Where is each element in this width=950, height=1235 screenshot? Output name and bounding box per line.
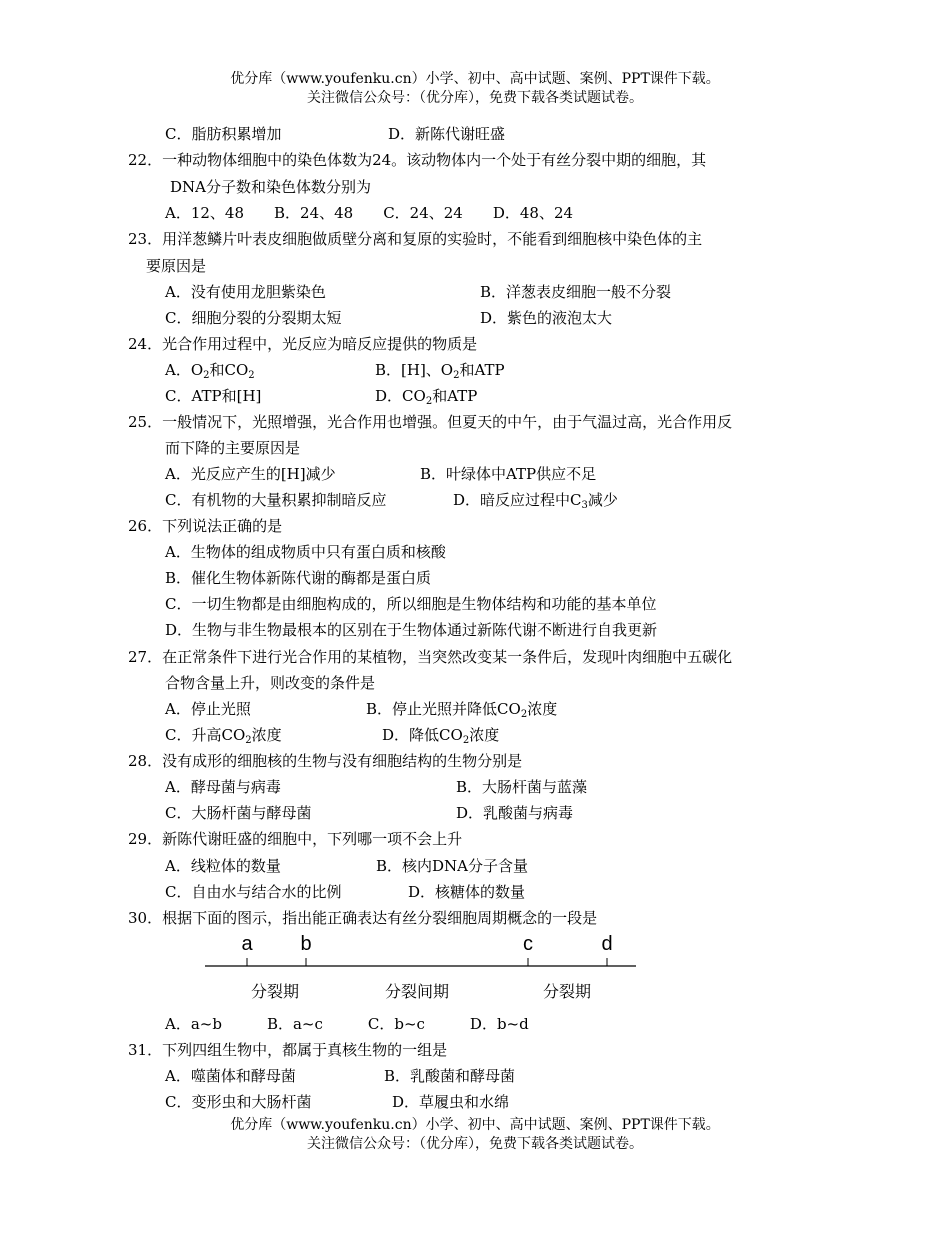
point-label-d: d xyxy=(601,933,613,955)
cell-cycle-diagram xyxy=(195,928,645,1008)
q27-option-a: A．停止光照 xyxy=(165,700,251,718)
q31-stem: 31．下列四组生物中，都属于真核生物的一组是 xyxy=(128,1041,448,1059)
point-label-c: c xyxy=(523,933,533,955)
q25-option-a: A．光反应产生的[H]减少 xyxy=(165,465,336,483)
q26-option-b: B．催化生物体新陈代谢的酶都是蛋白质 xyxy=(165,569,432,587)
q21-option-c: C．脂肪积累增加 xyxy=(165,125,282,143)
q31-option-c: C．变形虫和大肠杆菌 xyxy=(165,1093,312,1111)
q26-option-c: C．一切生物都是由细胞构成的，所以细胞是生物体结构和功能的基本单位 xyxy=(165,595,657,613)
q26-option-a: A．生物体的组成物质中只有蛋白质和核酸 xyxy=(165,543,446,561)
q26-option-d: D．生物与非生物最根本的区别在于生物体通过新陈代谢不断进行自我更新 xyxy=(165,621,658,639)
q28-option-b: B．大肠杆菌与蓝藻 xyxy=(456,778,588,796)
q29-option-c: C．自由水与结合水的比例 xyxy=(165,883,342,901)
q25-option-b: B．叶绿体中ATP供应不足 xyxy=(420,465,597,483)
q25-stem-line-1: 25．一般情况下，光照增强，光合作用也增强。但夏天的中午，由于气温过高，光合作用反 xyxy=(128,413,733,431)
q28-option-c: C．大肠杆菌与酵母菌 xyxy=(165,804,312,822)
q25-option-d: D．暗反应过程中$C_3$减少 xyxy=(453,491,618,511)
header-line-2: 关注微信公众号：（优分库），免费下载各类试题试卷。 xyxy=(307,90,643,106)
q24-option-a: A．$O_2$和$CO_2$ xyxy=(165,361,255,381)
q22-options: A．12、48 B．24、48 C．24、24 D．48、24 xyxy=(165,204,574,222)
segment-label-interphase: 分裂间期 xyxy=(384,982,450,1001)
q23-option-c: C．细胞分裂的分裂期太短 xyxy=(165,309,342,327)
q29-stem: 29．新陈代谢旺盛的细胞中，下列哪一项不会上升 xyxy=(128,830,463,848)
q28-option-a: A．酵母菌与病毒 xyxy=(165,778,281,796)
q21-option-d: D．新陈代谢旺盛 xyxy=(388,125,506,143)
footer-line-1: 优分库（www.youfenku.cn）小学、初中、高中试题、案例、PPT课件下载。 xyxy=(230,1117,720,1133)
q31-option-a: A．噬菌体和酵母菌 xyxy=(165,1067,296,1085)
q23-stem-line-1: 23．用洋葱鳞片叶表皮细胞做质壁分离和复原的实验时，不能看到细胞核中染色体的主 xyxy=(128,230,703,248)
q27-option-c: C．升高$CO_2$浓度 xyxy=(165,726,282,746)
q22-stem-line-1: 22．一种动物体细胞中的染色体数为24。该动物体内一个处于有丝分裂中期的细胞，其 xyxy=(128,151,707,169)
q24-option-b: B．[H]、$O_2$和ATP xyxy=(375,361,505,381)
q24-stem: 24．光合作用过程中，光反应为暗反应提供的物质是 xyxy=(128,335,478,353)
q23-option-b: B．洋葱表皮细胞一般不分裂 xyxy=(480,283,672,301)
header-line-1: 优分库（www.youfenku.cn）小学、初中、高中试题、案例、PPT课件下载。 xyxy=(230,71,720,87)
q31-option-b: B．乳酸菌和酵母菌 xyxy=(384,1067,516,1085)
q30-options: A．a~b B．a~c C．b~c D．b~d xyxy=(165,1015,529,1033)
q29-option-d: D．核糖体的数量 xyxy=(408,883,526,901)
q23-option-d: D．紫色的液泡太大 xyxy=(480,309,613,327)
q23-stem-line-2: 要原因是 xyxy=(146,257,207,275)
segment-label-division-1: 分裂期 xyxy=(250,982,300,1001)
point-label-b: b xyxy=(300,933,312,955)
q28-option-d: D．乳酸菌与病毒 xyxy=(456,804,574,822)
point-label-a: a xyxy=(241,933,253,955)
q24-option-d: D．$CO_2$和ATP xyxy=(375,387,478,407)
q27-option-d: D．降低$CO_2$浓度 xyxy=(382,726,500,746)
q31-option-d: D．草履虫和水绵 xyxy=(392,1093,510,1111)
footer-line-2: 关注微信公众号：（优分库），免费下载各类试题试卷。 xyxy=(307,1136,643,1152)
q25-option-c: C．有机物的大量积累抑制暗反应 xyxy=(165,491,387,509)
q26-stem: 26．下列说法正确的是 xyxy=(128,517,283,535)
page-footer xyxy=(0,1116,950,1154)
q29-option-b: B．核内DNA分子含量 xyxy=(376,857,529,875)
q28-stem: 28．没有成形的细胞核的生物与没有细胞结构的生物分别是 xyxy=(128,752,523,770)
q22-stem-line-2: DNA分子数和染色体数分别为 xyxy=(170,178,371,196)
segment-label-division-2: 分裂期 xyxy=(542,982,592,1001)
q27-stem-line-2: 合物含量上升，则改变的条件是 xyxy=(165,674,376,692)
q29-option-a: A．线粒体的数量 xyxy=(165,857,281,875)
q23-option-a: A．没有使用龙胆紫染色 xyxy=(165,283,326,301)
q30-stem: 30．根据下面的图示，指出能正确表达有丝分裂细胞周期概念的一段是 xyxy=(128,909,598,927)
page-header xyxy=(0,70,950,108)
q24-option-c: C．ATP和[H] xyxy=(165,387,262,405)
q25-stem-line-2: 而下降的主要原因是 xyxy=(165,439,301,457)
q27-stem-line-1: 27．在正常条件下进行光合作用的某植物，当突然改变某一条件后，发现叶肉细胞中五碳化 xyxy=(128,648,733,666)
q27-option-b: B．停止光照并降低$CO_2$浓度 xyxy=(366,700,558,720)
